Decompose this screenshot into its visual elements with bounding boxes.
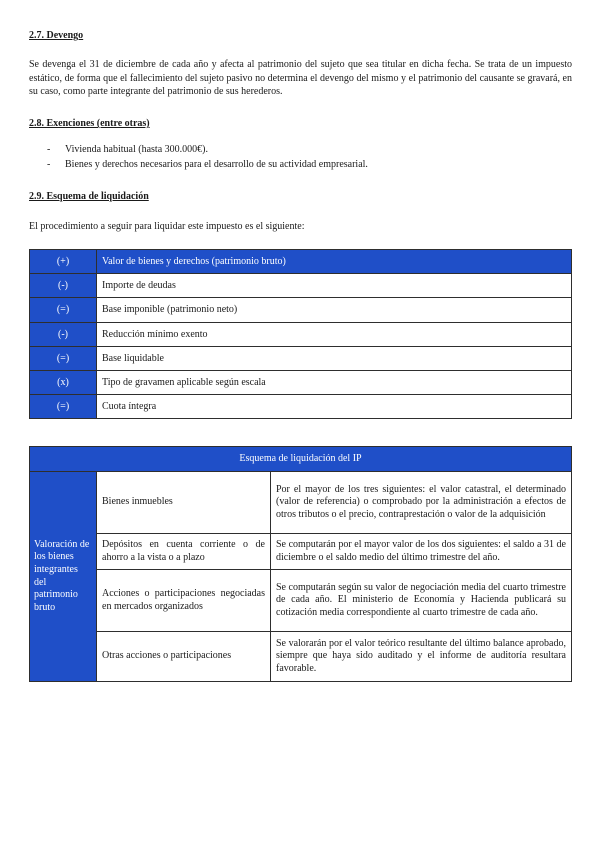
table-header: Esquema de liquidación del IP: [30, 447, 572, 472]
table-row: [30, 370, 572, 394]
table-row: [30, 472, 572, 534]
valuation-rule-cell: Por el mayor de los tres siguientes: el valor catastral, el determinado (valor de referencia) o comprobado por la administración a efectos de otros tributos o el precio, contraprestación o valor de la adquisición: [271, 472, 572, 534]
table-row: [30, 395, 572, 419]
operator-cell: (x): [30, 370, 97, 394]
table-row: [30, 534, 572, 570]
list-item: - Vivienda habitual (hasta 300.000€).: [47, 144, 208, 155]
operator-cell: (+): [30, 250, 97, 274]
operator-cell: (=): [30, 395, 97, 419]
liquidacion-intro: El procedimiento a seguir para liquidar este impuesto es el siguiente:: [29, 221, 305, 232]
step-label-cell: Valor de bienes y derechos (patrimonio bruto): [97, 250, 572, 274]
asset-type-cell: Depósitos en cuenta corriente o de ahorro a la vista o a plazo: [97, 534, 271, 570]
step-label-cell: Reducción mínimo exento: [97, 322, 572, 346]
table-row: [30, 346, 572, 370]
asset-type-cell: Bienes inmuebles: [97, 472, 271, 534]
list-item-text: Vivienda habitual (hasta 300.000€).: [65, 144, 208, 155]
operator-cell: (-): [30, 322, 97, 346]
valuation-rule-cell: Se valorarán por el valor teórico resultante del último balance aprobado, siempre que haya sido auditado y el informe de auditoría resultara favorable.: [271, 632, 572, 682]
step-label-cell: Cuota íntegra: [97, 395, 572, 419]
devengo-paragraph: Se devenga el 31 de diciembre de cada año y afecta al patrimonio del sujeto que sea titular en dicha fecha. Se trata de un impuesto estático, de forma que el fallecimiento del sujeto pasivo no determina el devengo del mismo y el patrimonio del causante se gravará, en su caso, como parte integrante del patrimonio de sus herederos.: [29, 59, 572, 98]
table-row: [30, 570, 572, 632]
table-row: [30, 274, 572, 298]
asset-type-cell: Otras acciones o participaciones: [97, 632, 271, 682]
operator-cell: (=): [30, 346, 97, 370]
list-item: - Bienes y derechos necesarios para el desarrollo de su actividad empresarial.: [47, 158, 368, 170]
table-row: [30, 632, 572, 682]
valuation-scheme-table: [29, 446, 572, 682]
table-row: [30, 298, 572, 322]
operator-cell: (=): [30, 298, 97, 322]
operator-cell: (-): [30, 274, 97, 298]
table-row: [30, 250, 572, 274]
exenciones-list: [29, 143, 572, 173]
section-title-exenciones: 2.8. Exenciones (entre otras): [29, 118, 150, 129]
valuation-rule-cell: Se computarán por el mayor valor de los dos siguientes: el saldo a 31 de diciembre o el saldo medio del último trimestre del año.: [271, 534, 572, 570]
step-label-cell: Base liquidable: [97, 346, 572, 370]
table-row: [30, 322, 572, 346]
step-label-cell: Importe de deudas: [97, 274, 572, 298]
asset-type-cell: Acciones o participaciones negociadas en mercados organizados: [97, 570, 271, 632]
valuation-rule-cell: Se computarán según su valor de negociación media del cuarto trimestre de cada año. El ministerio de Economía y Hacienda publicará su cotización media correspondiente al cuarto trimestre de cada año.: [271, 570, 572, 632]
table-header-row: [30, 447, 572, 472]
section-title-liquidacion: 2.9. Esquema de liquidación: [29, 191, 149, 202]
section-title-devengo: 2.7. Devengo: [29, 30, 84, 41]
liquidation-steps-table: [29, 249, 572, 419]
side-label-cell: Valoración de los bienes integrantes del patrimonio bruto: [30, 472, 97, 682]
step-label-cell: Tipo de gravamen aplicable según escala: [97, 370, 572, 394]
step-label-cell: Base imponible (patrimonio neto): [97, 298, 572, 322]
list-item-text: Bienes y derechos necesarios para el desarrollo de su actividad empresarial.: [65, 158, 368, 170]
